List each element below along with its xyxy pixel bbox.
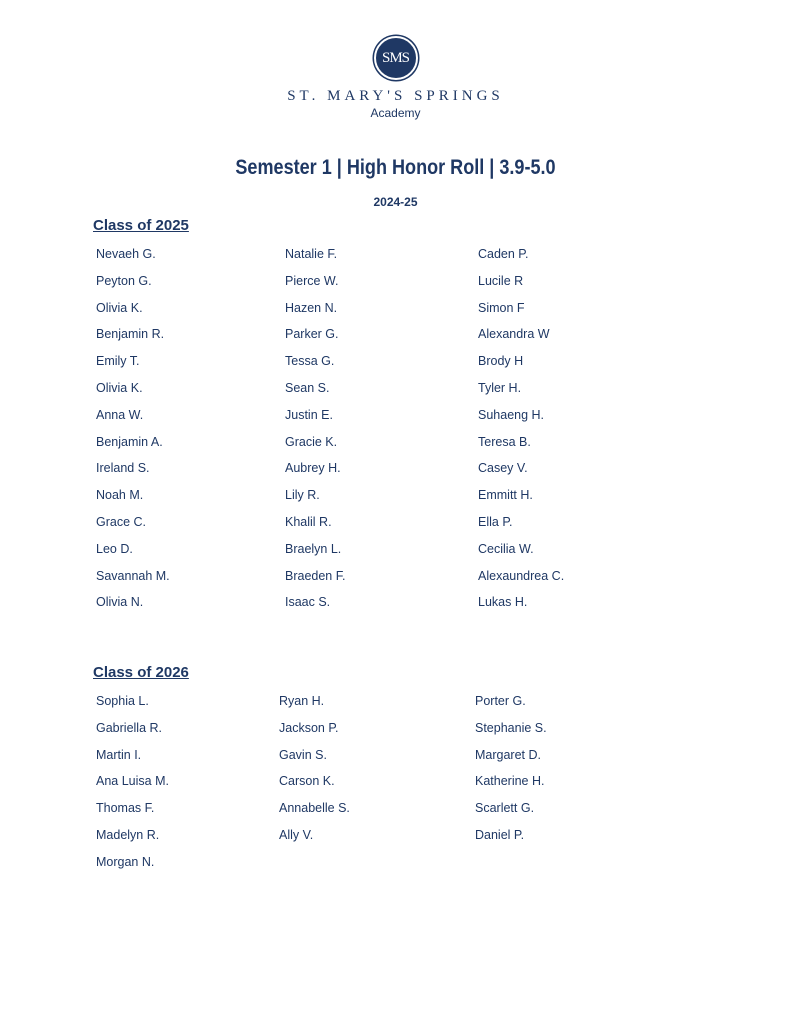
seal-icon (374, 36, 418, 80)
student-name: Noah M. (96, 488, 144, 503)
logo-monogram: SMS (381, 49, 410, 66)
student-name: Justin E. (285, 407, 333, 422)
student-name: Madelyn R. (96, 828, 160, 842)
student-name: Katherine H. (475, 774, 545, 789)
student-name: Benjamin R. (96, 327, 165, 342)
student-name: Hazen N. (285, 300, 338, 315)
student-name: Alexaundrea C. (478, 568, 565, 583)
school-year: 2024-25 (373, 195, 418, 209)
student-name: Margaret D. (475, 747, 541, 762)
student-name: Lukas H. (478, 595, 528, 610)
student-name: Anna W. (96, 407, 144, 422)
student-name: Daniel P. (475, 828, 525, 842)
student-name: Olivia K. (96, 300, 143, 315)
student-name: Teresa B. (478, 434, 531, 449)
student-name: Emily T. (96, 354, 140, 369)
student-name: Thomas F. (96, 801, 155, 816)
student-name: Porter G. (475, 694, 526, 708)
student-name: Gracie K. (285, 434, 338, 449)
student-name: Gavin S. (279, 747, 327, 762)
student-name: Suhaeng H. (478, 407, 545, 422)
student-name: Nevaeh G. (96, 247, 156, 261)
student-name: Ana Luisa M. (96, 774, 169, 789)
student-name: Carson K. (279, 774, 335, 789)
student-name: Braelyn L. (285, 541, 342, 556)
student-name: Savannah M. (96, 568, 170, 583)
student-name: Martin I. (96, 747, 142, 762)
student-name: Braeden F. (285, 568, 346, 583)
class-2026-heading: Class of 2026 (93, 664, 189, 681)
school-logo (0, 36, 791, 120)
student-name: Sean S. (285, 381, 330, 395)
student-name: Leo D. (96, 541, 133, 556)
student-name: Stephanie S. (475, 720, 547, 735)
student-name: Olivia K. (96, 381, 143, 395)
student-name: Tyler H. (478, 381, 522, 395)
student-name: Tessa G. (285, 354, 335, 369)
school-subtitle: Academy (370, 106, 421, 120)
student-name: Caden P. (478, 247, 529, 261)
student-name: Scarlett G. (475, 801, 535, 816)
student-name: Ella P. (478, 515, 513, 529)
student-name: Olivia N. (96, 595, 144, 610)
student-name: Ryan H. (279, 694, 325, 708)
student-name: Pierce W. (285, 273, 339, 288)
student-name: Peyton G. (96, 273, 152, 288)
student-name: Simon F (478, 300, 525, 315)
student-name: Brody H (478, 354, 524, 369)
student-name: Lucile R (478, 273, 524, 288)
student-name: Casey V. (478, 461, 528, 476)
student-name: Emmitt H. (478, 488, 533, 503)
student-name: Natalie F. (285, 247, 338, 261)
student-name: Annabelle S. (279, 801, 350, 816)
student-name: Alexandra W (478, 327, 550, 342)
page-title: Semester 1 | High Honor Roll | 3.9-5.0 (235, 156, 556, 179)
student-name: Lily R. (285, 488, 320, 503)
student-name: Parker G. (285, 327, 339, 342)
student-name: Aubrey H. (285, 461, 341, 476)
student-name: Ally V. (279, 828, 314, 842)
student-name: Sophia L. (96, 694, 149, 708)
student-name: Ireland S. (96, 461, 150, 476)
student-name: Jackson P. (279, 720, 339, 735)
student-name: Grace C. (96, 515, 147, 529)
student-name: Benjamin A. (96, 434, 163, 449)
student-name: Cecilia W. (478, 541, 534, 556)
student-name: Isaac S. (285, 595, 331, 610)
school-name: ST. MARY'S SPRINGS (287, 88, 504, 104)
student-name: Morgan N. (96, 854, 155, 869)
student-name: Khalil R. (285, 515, 332, 529)
student-name: Gabriella R. (96, 720, 162, 735)
class-2025-heading: Class of 2025 (93, 217, 189, 234)
